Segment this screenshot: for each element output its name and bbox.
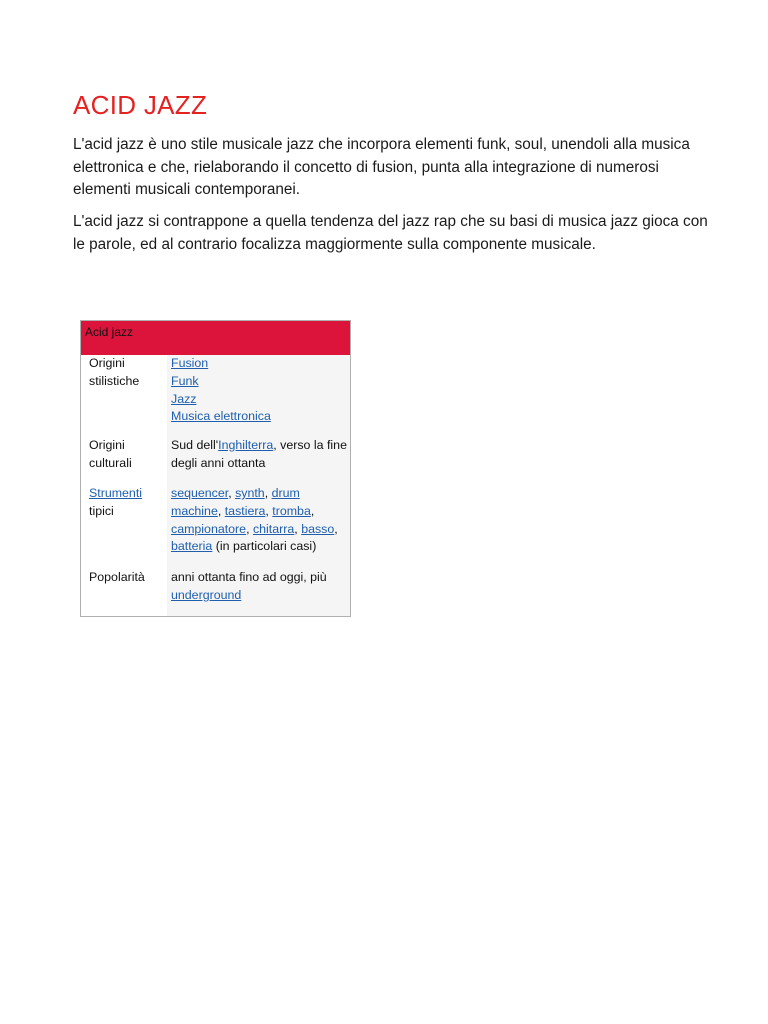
link-campionatore[interactable]: campionatore bbox=[171, 521, 247, 536]
page-title: ACID JAZZ bbox=[73, 90, 208, 120]
link-funk[interactable]: Funk bbox=[171, 373, 199, 388]
link-fusion[interactable]: Fusion bbox=[171, 356, 209, 370]
value-origini-stilistiche bbox=[171, 355, 351, 426]
link-jazz[interactable]: Jazz bbox=[171, 391, 197, 406]
value-strumenti: sequencer, synth, drum machine, tastiera, tromba, campionatore, chitarra, basso, batteria (in particolari casi) bbox=[171, 486, 338, 554]
link-inghilterra[interactable]: Inghilterra bbox=[218, 438, 274, 452]
infobox-header: Acid jazz bbox=[81, 321, 350, 355]
origini-culturali-prefix: Sud dell' bbox=[171, 438, 219, 452]
strumenti-note: (in particolari casi) bbox=[212, 539, 317, 554]
link-underground[interactable]: underground bbox=[171, 587, 242, 602]
value-popolarita bbox=[171, 569, 351, 605]
link-tromba[interactable]: tromba bbox=[272, 503, 311, 518]
paragraph-1: L'acid jazz è uno stile musicale jazz che incorpora elementi funk, soul, unendoli alla musica elettronica e che, rielaborando il concetto di fusion, punta alla integrazione di numerosi elementi musicali contemporanei. bbox=[73, 136, 690, 198]
origini-culturali-suffix: , verso la fine degli anni ottanta bbox=[171, 438, 347, 470]
paragraph-2: L'acid jazz si contrappone a quella tendenza del jazz rap che su basi di musica jazz gioca con le parole, ed al contrario focalizza maggiormente sulla componente musicale. bbox=[73, 213, 708, 253]
link-musica-elettronica[interactable]: Musica elettronica bbox=[171, 409, 271, 424]
link-strumenti[interactable]: Strumenti bbox=[89, 486, 143, 500]
popolarita-text: anni ottanta fino ad oggi, più bbox=[171, 570, 327, 584]
label-strumenti-tipici bbox=[89, 485, 165, 521]
label-popolarita: Popolarità bbox=[89, 570, 145, 584]
link-sequencer[interactable]: sequencer bbox=[171, 486, 229, 500]
link-synth[interactable]: synth bbox=[235, 486, 265, 500]
infobox bbox=[80, 320, 351, 617]
link-basso[interactable]: basso bbox=[301, 521, 335, 536]
label-tipici: tipici bbox=[89, 503, 114, 518]
label-origini-culturali: Origini culturali bbox=[89, 438, 132, 470]
link-drum-machine[interactable]: drum machine bbox=[171, 486, 300, 518]
value-origini-culturali bbox=[171, 437, 351, 473]
link-chitarra[interactable]: chitarra bbox=[252, 521, 295, 536]
link-batteria[interactable]: batteria bbox=[171, 539, 213, 554]
link-tastiera[interactable]: tastiera bbox=[224, 503, 266, 518]
label-origini-stilistiche: Origini stilistiche bbox=[89, 356, 140, 388]
